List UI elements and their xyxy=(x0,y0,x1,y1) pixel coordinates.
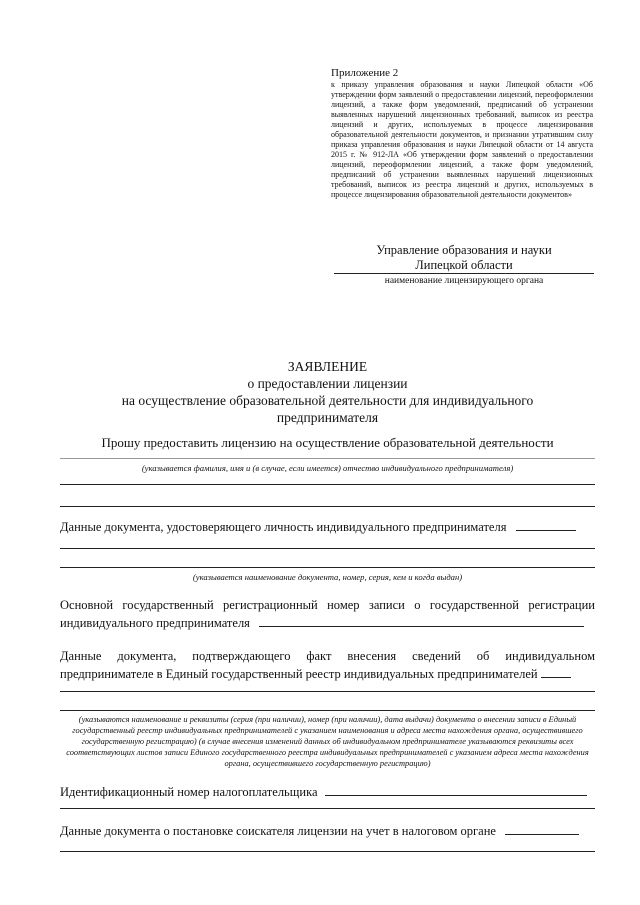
heading-title: ЗАЯВЛЕНИЕ xyxy=(287,359,368,374)
heading-line4: предпринимателя xyxy=(276,410,379,425)
tax-field-line-2[interactable] xyxy=(60,851,595,852)
fio-field-line-2[interactable] xyxy=(60,484,595,485)
egrip-line2: предпринимателе в Единый государственный реестр индивидуальных предпринимателей xyxy=(60,667,538,681)
tax-label: Данные документа о постановке соискателя лицензии на учет в налоговом органе xyxy=(60,824,496,838)
inn-field[interactable] xyxy=(325,783,587,796)
identity-note: (указывается наименование документа, номер, серия, кем и когда выдан) xyxy=(192,572,463,582)
identity-label: Данные документа, удостоверяющего личность индивидуального предпринимателя xyxy=(60,520,507,534)
identity-row xyxy=(60,518,595,536)
ogrnip-row2 xyxy=(60,614,595,632)
egrip-field-line-2[interactable] xyxy=(60,691,595,692)
tax-row xyxy=(60,822,595,840)
authority-line2: Липецкой области xyxy=(415,258,513,272)
fio-note: (указывается фамилия, имя и (в случае, если имеется) отчество индивидуального предпринимателя) xyxy=(141,463,514,473)
identity-field[interactable] xyxy=(516,518,576,531)
inn-row xyxy=(60,783,595,801)
egrip-field-line-3[interactable] xyxy=(60,710,595,711)
ogrnip-line2: индивидуального предпринимателя xyxy=(60,616,250,630)
identity-field-line-3[interactable] xyxy=(60,567,595,568)
fio-field-line-3[interactable] xyxy=(60,506,595,507)
document-heading xyxy=(60,358,595,426)
ogrnip-field[interactable] xyxy=(259,614,584,627)
authority-caption: наименование лицензирующего органа xyxy=(384,276,544,286)
heading-line2: о предоставлении лицензии xyxy=(247,376,408,391)
authority-line1: Управление образования и науки xyxy=(376,243,552,257)
egrip-note: (указываются наименование и реквизиты (серия (при наличии), номер (при наличии), дата выдачи) документа о внесении записи в Единый государственный реестр индивидуальных предпринимателей с указанием наименования и адреса места нахождения органа, осуществившего государственную регистрацию) (в случае внесения изменений данных об индивидуальном предпринимателе указываются реквизиты всех соответствующих листов записи Единого государственного реестра индивидуальных предпринимателей с указанием адреса места нахождения органа, осуществившего государственную регистрацию) xyxy=(66,715,589,768)
heading-line3: на осуществление образовательной деятельности для индивидуального xyxy=(121,393,534,408)
egrip-field[interactable] xyxy=(541,665,571,678)
egrip-row2 xyxy=(60,665,595,683)
inn-field-line-2[interactable] xyxy=(60,808,595,809)
identity-field-line-2[interactable] xyxy=(60,548,595,549)
appendix-text: к приказу управления образования и науки Липецкой области «Об утверждении форм заявлений о предоставлении лицензий, переоформлении лицензий, а также форм уведомлений, предписаний об устранении выявленных нарушений лицензионных требований, выписок из реестра лицензий и других, используемых в процессе лицензирования образовательной деятельности документов, и признании утратившим силу приказа управления образования и науки Липецкой области от 14 августа 2015 г. № 912-ЛА «Об утверждении форм заявлений о предоставлении лицензий, переоформлении лицензий, а также форм уведомлений, предписаний об устранении выявленных нарушений лицензионных требований, выписок из реестра лицензий и других, используемых в процессе лицензирования образовательной деятельности документов» xyxy=(331,80,593,199)
request-text: Прошу предоставить лицензию на осуществление образовательной деятельности xyxy=(101,435,554,450)
appendix-title: Приложение 2 xyxy=(331,67,399,79)
egrip-line1: Данные документа, подтверждающего факт внесения сведений об индивидуальном xyxy=(60,649,595,663)
inn-label: Идентификационный номер налогоплательщика xyxy=(60,785,318,799)
fio-field-line[interactable] xyxy=(60,458,595,459)
authority-underline xyxy=(334,273,594,274)
ogrnip-line1: Основной государственный регистрационный номер записи о государственной регистрации xyxy=(60,598,595,612)
tax-field[interactable] xyxy=(505,822,579,835)
